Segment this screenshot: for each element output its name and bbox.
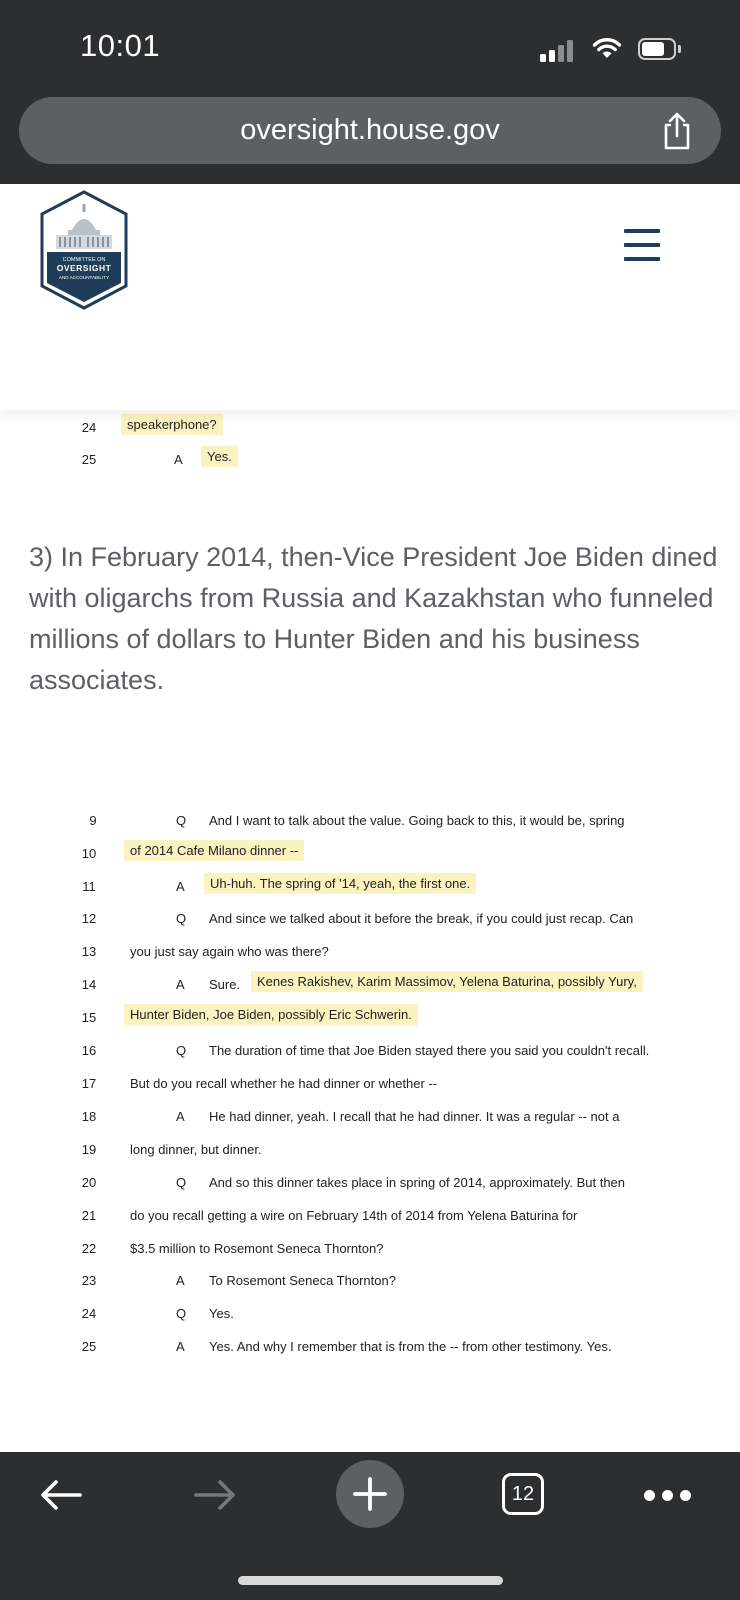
transcript-line: He had dinner, yeah. I recall that he had dinner. It was a regular -- not a bbox=[209, 1109, 620, 1124]
line-number: 13 bbox=[81, 944, 97, 959]
speaker-label: A bbox=[176, 1273, 185, 1288]
url-text[interactable]: oversight.house.gov bbox=[240, 114, 500, 146]
speaker-label: Q bbox=[176, 1043, 187, 1058]
speaker-label: Q bbox=[176, 1306, 187, 1321]
transcript-line: long dinner, but dinner. bbox=[130, 1142, 262, 1157]
line-number: 17 bbox=[81, 1076, 97, 1091]
plus-icon bbox=[352, 1476, 388, 1512]
back-arrow-icon[interactable] bbox=[38, 1477, 84, 1513]
line-number: 25 bbox=[81, 452, 97, 467]
home-indicator[interactable] bbox=[238, 1576, 503, 1585]
menu-icon[interactable] bbox=[624, 229, 664, 265]
transcript-line-highlighted: Hunter Biden, Joe Biden, possibly Eric Schwerin. bbox=[124, 1007, 418, 1022]
line-number: 24 bbox=[81, 1306, 97, 1321]
line-number: 19 bbox=[81, 1142, 97, 1157]
tab-count-button[interactable]: 12 bbox=[502, 1473, 544, 1515]
new-tab-button[interactable] bbox=[336, 1460, 404, 1528]
line-number: 15 bbox=[81, 1010, 97, 1025]
committee-logo[interactable] bbox=[38, 190, 130, 310]
logo-text-1: COMMITTEE ON bbox=[62, 257, 106, 263]
transcript-line: Sure. bbox=[209, 977, 241, 992]
transcript-line-highlighted: speakerphone? bbox=[121, 417, 223, 432]
transcript-line: do you recall getting a wire on February 14th of 2014 from Yelena Baturina for bbox=[130, 1208, 578, 1223]
transcript-line-highlighted: Uh-huh. The spring of '14, yeah, the first one. bbox=[204, 876, 476, 891]
line-number: 22 bbox=[81, 1241, 97, 1256]
share-icon[interactable] bbox=[659, 111, 695, 151]
transcript-line: But do you recall whether he had dinner or whether -- bbox=[130, 1076, 438, 1091]
transcript-line: And since we talked about it before the break, if you could just recap. Can bbox=[209, 911, 634, 926]
line-number: 23 bbox=[81, 1273, 97, 1288]
line-number: 12 bbox=[81, 911, 97, 926]
speaker-label: Q bbox=[176, 911, 187, 926]
section-heading: 3) In February 2014, then-Vice President Joe Biden dined with oligarchs from Russia and Kazakhstan who funneled millions of dollars to Hunter Biden and his business associates. bbox=[29, 542, 718, 695]
signal-icon bbox=[540, 38, 576, 62]
forward-arrow-icon[interactable] bbox=[192, 1477, 238, 1513]
transcript-line: Yes. And why I remember that is from the -- from other testimony. Yes. bbox=[209, 1339, 612, 1354]
transcript-line: The duration of time that Joe Biden stayed there you said you couldn't recall. bbox=[209, 1043, 650, 1058]
logo-text-3: AND ACCOUNTABILITY bbox=[58, 275, 110, 280]
transcript-line: And I want to talk about the value. Going back to this, it would be, spring bbox=[209, 813, 625, 828]
line-number: 9 bbox=[89, 813, 97, 828]
logo-text-2: OVERSIGHT bbox=[56, 263, 112, 273]
line-number: 16 bbox=[81, 1043, 97, 1058]
speaker-label: A bbox=[176, 1109, 185, 1124]
line-number: 25 bbox=[81, 1339, 97, 1354]
line-number: 20 bbox=[81, 1175, 97, 1190]
line-number: 21 bbox=[81, 1208, 97, 1223]
battery-icon bbox=[638, 38, 676, 60]
transcript-line-highlighted: of 2014 Cafe Milano dinner -- bbox=[124, 843, 304, 858]
status-time: 10:01 bbox=[80, 28, 161, 63]
transcript-line: Yes. bbox=[209, 1306, 234, 1321]
line-number: 10 bbox=[81, 846, 97, 861]
speaker-label: Q bbox=[176, 1175, 187, 1190]
speaker-label: Q bbox=[176, 813, 187, 828]
transcript-line: And so this dinner takes place in spring of 2014, approximately. But then bbox=[209, 1175, 626, 1190]
address-bar[interactable] bbox=[19, 97, 721, 164]
wifi-icon bbox=[592, 36, 622, 60]
transcript-line-highlighted: Yes. bbox=[201, 449, 238, 464]
speaker-label: A bbox=[176, 977, 185, 992]
speaker-label: A bbox=[176, 879, 185, 894]
transcript-line: $3.5 million to Rosemont Seneca Thornton? bbox=[130, 1241, 384, 1256]
transcript-line: you just say again who was there? bbox=[130, 944, 329, 959]
speaker-label: A bbox=[176, 1339, 185, 1354]
line-number: 24 bbox=[81, 420, 97, 435]
speaker-label: A bbox=[174, 452, 183, 467]
line-number: 14 bbox=[81, 977, 97, 992]
transcript-line: To Rosemont Seneca Thornton? bbox=[209, 1273, 396, 1288]
transcript-line-highlighted: Kenes Rakishev, Karim Massimov, Yelena Baturina, possibly Yury, bbox=[251, 974, 643, 989]
line-number: 11 bbox=[82, 879, 96, 894]
line-number: 18 bbox=[81, 1109, 97, 1124]
more-icon[interactable] bbox=[644, 1488, 698, 1506]
